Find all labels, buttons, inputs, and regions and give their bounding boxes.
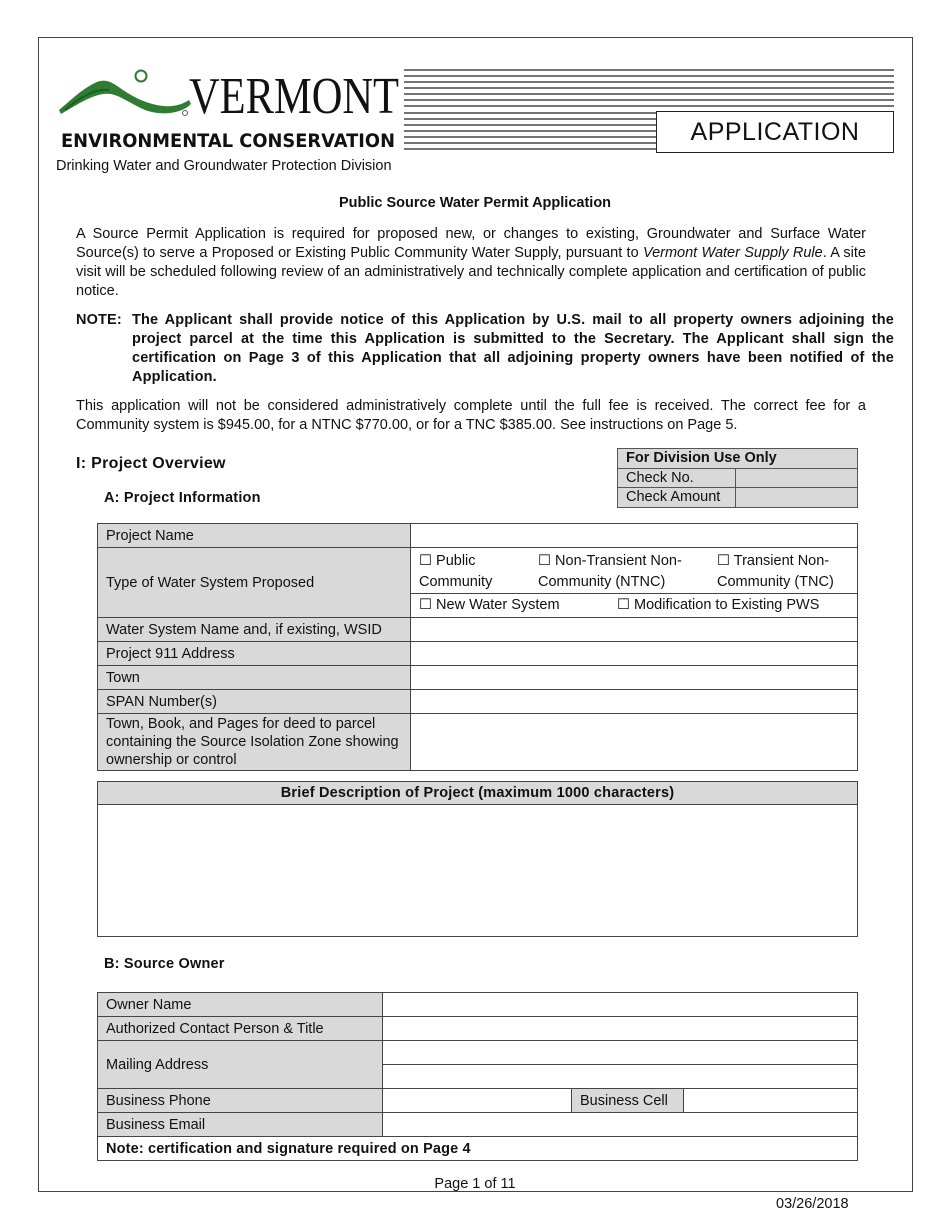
intro-paragraph: A Source Permit Application is required for proposed new, or changes to existing, Groundwater and Surface Water Source(s) to serve a Proposed or Existing Public Community Water Supply, pursuant to Vermont Water Supply Rule. A site visit will be scheduled following review of an administratively and technically complete application and certification of public notice. <box>76 226 866 299</box>
section-heading: I: Project Overview <box>76 455 226 472</box>
phone-label: Business Phone <box>98 1089 383 1113</box>
rule-reference: Vermont Water Supply Rule <box>642 245 823 261</box>
certification-note: Note: certification and signature required on Page 4 <box>98 1137 858 1161</box>
description-table <box>97 781 858 937</box>
email-field[interactable] <box>383 1113 858 1137</box>
cell-field[interactable] <box>684 1089 858 1113</box>
town-field[interactable] <box>411 666 858 690</box>
project-name-label: Project Name <box>98 524 411 548</box>
phone-field[interactable] <box>383 1089 572 1113</box>
fee-paragraph: This application will not be considered administratively complete until the full fee is received. The correct fee for a Community system is $945.00, for a NTNC $770.00, or for a TNC $385.00. See instructions on Page 5. <box>76 398 866 433</box>
division-use-box <box>617 448 858 508</box>
division-name: Drinking Water and Groundwater Protection Division <box>56 158 392 174</box>
description-field[interactable] <box>98 805 858 937</box>
deed-field[interactable] <box>411 714 858 771</box>
deed-label: Town, Book, and Pages for deed to parcel containing the Source Isolation Zone showing ownership or control <box>98 714 411 771</box>
check-amount-label: Check Amount <box>618 488 736 508</box>
system-name-field[interactable] <box>411 618 858 642</box>
mailing-label: Mailing Address <box>98 1041 383 1089</box>
note-text: The Applicant shall provide notice of this Application by U.S. mail to all property owners adjoining the project parcel at the time this Application is submitted to the Secretary. The Applicant shall sign the certification on Page 3 of this Application that all adjoining property owners have been notified of the Application. <box>132 312 894 385</box>
notice-note <box>76 311 894 387</box>
option-ntnc[interactable]: ☐ Non-Transient Non- Community (NTNC) <box>538 552 682 590</box>
address-field[interactable] <box>411 642 858 666</box>
option-public-community[interactable]: ☐ Public Community <box>419 552 493 590</box>
application-label: APPLICATION <box>656 111 894 153</box>
mailing-field-line1[interactable] <box>383 1041 858 1065</box>
system-type-options <box>411 548 858 594</box>
contact-label: Authorized Contact Person & Title <box>98 1017 383 1041</box>
document-title: Public Source Water Permit Application <box>338 195 612 211</box>
logo-subtitle: ENVIRONMENTAL CONSERVATION <box>61 130 395 152</box>
town-label: Town <box>98 666 411 690</box>
system-name-label: Water System Name and, if existing, WSID <box>98 618 411 642</box>
logo-word: VERMONT <box>189 68 399 125</box>
option-modification[interactable]: ☐ Modification to Existing PWS <box>617 597 820 613</box>
cell-label: Business Cell <box>572 1089 684 1113</box>
email-label: Business Email <box>98 1113 383 1137</box>
project-info-table <box>97 523 858 771</box>
source-owner-table <box>97 992 858 1161</box>
project-name-field[interactable] <box>411 524 858 548</box>
option-tnc[interactable]: ☐ Transient Non- Community (TNC) <box>717 552 834 590</box>
contact-field[interactable] <box>383 1017 858 1041</box>
mailing-field-line2[interactable] <box>383 1065 858 1089</box>
vermont-dec-logo <box>57 66 402 156</box>
revision-date: 03/26/2018 <box>776 1196 849 1212</box>
owner-name-label: Owner Name <box>98 993 383 1017</box>
check-no-field[interactable] <box>736 468 858 488</box>
water-system-type-label: Type of Water System Proposed <box>98 548 411 618</box>
owner-name-field[interactable] <box>383 993 858 1017</box>
note-label: NOTE: <box>76 312 122 328</box>
span-label: SPAN Number(s) <box>98 690 411 714</box>
check-amount-field[interactable] <box>736 488 858 508</box>
page-number: Page 1 of 11 <box>434 1176 516 1192</box>
address-label: Project 911 Address <box>98 642 411 666</box>
option-new-system[interactable]: ☐ New Water System <box>419 597 560 613</box>
source-owner-heading: B: Source Owner <box>104 956 225 972</box>
division-use-heading: For Division Use Only <box>618 449 858 469</box>
span-field[interactable] <box>411 690 858 714</box>
check-no-label: Check No. <box>618 468 736 488</box>
description-heading: Brief Description of Project (maximum 1000 characters) <box>98 782 858 805</box>
system-change-options <box>411 594 858 618</box>
project-info-heading: A: Project Information <box>104 490 261 506</box>
